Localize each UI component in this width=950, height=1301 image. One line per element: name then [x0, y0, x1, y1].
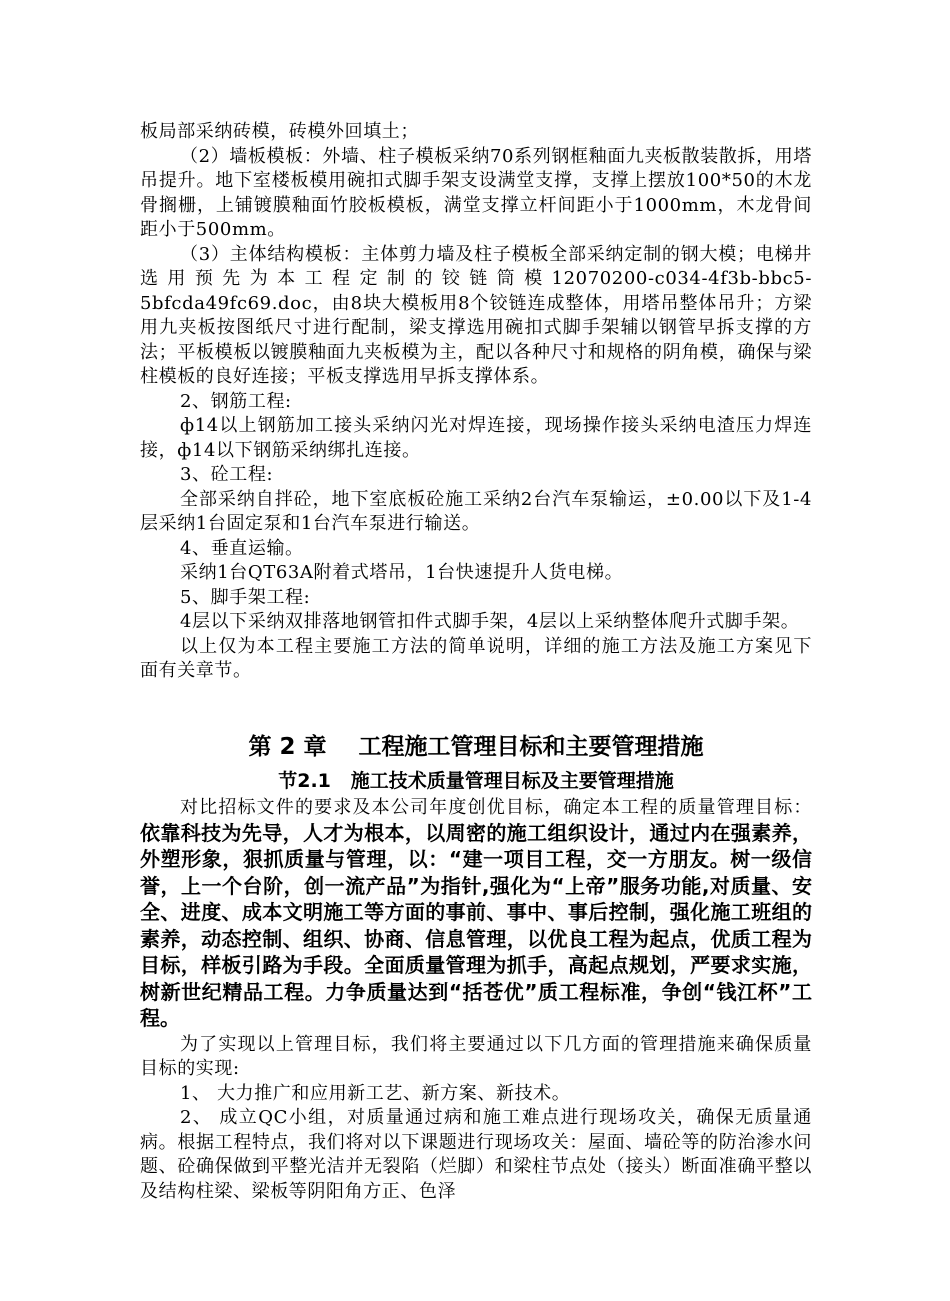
section-title: 节2.1 施工技术质量管理目标及主要管理措施	[278, 770, 674, 792]
paragraph: 2、钢筋工程:	[180, 390, 292, 412]
quality-goal-paragraph	[140, 796, 812, 1033]
paragraph: 以上仅为本工程主要施工方法的简单说明，详细的施工方法及施工方案见下面有关章节。	[140, 635, 812, 681]
paragraph: 5、脚手架工程:	[180, 586, 311, 608]
paragraph: 板局部采纳砖模，砖模外回填土；	[140, 121, 419, 142]
body-text-quality	[140, 796, 812, 1204]
paragraph: ф14以上钢筋加工接头采纳闪光对焊连接，现场操作接头采纳电渣压力焊连接，ф14以下钢筋采纳绑扎连接。	[140, 415, 812, 461]
paragraph: 为了实现以上管理目标，我们将主要通过以下几方面的管理措施来确保质量目标的实现:	[140, 1033, 812, 1079]
paragraph: （2）墙板模板：外墙、柱子模板采纳70系列钢框釉面九夹板散装散拆，用塔吊提升。地下室楼板模用碗扣式脚手架支设满堂支撑，支撑上摆放100*50的木龙骨搁栅，上铺镀膜釉面竹胶板模板，满堂支撑立杆间距小于1000mm，木龙骨间距小于500mm。	[140, 145, 812, 240]
paragraph: 4层以下采纳双排落地钢管扣件式脚手架，4层以上采纳整体爬升式脚手架。	[180, 611, 800, 632]
quality-goal: 依靠科技为先导，人才为根本，以周密的施工组织设计，通过内在强素养，外塑形象，狠抓质量与管理，以：“建一项目工程，交一方朋友。树一级信誉，上一个台阶，创一流产品”为指针,强化为“上帝”服务功能,对质量、安全、进度、成本文明施工等方面的事前、事中、事后控制，强化施工班组的素养，动态控制、组织、协商、信息管理，以优良工程为起点，优质工程为目标，样板引路为手段。全面质量管理为抓手，高起点规划，严要求实施，树新世纪精品工程。力争质量达到“括苍优”质工程标准，争创“钱江杯”工程。	[140, 820, 812, 1030]
paragraph: 3、砼工程:	[180, 464, 274, 485]
quality-intro: 对比招标文件的要求及本公司年度创优目标，确定本工程的质量管理目标：	[180, 797, 812, 818]
paragraph: 4、垂直运输。	[180, 537, 304, 559]
paragraph: 采纳1台QT63A附着式塔吊，1台快速提升人货电梯。	[180, 562, 624, 583]
chapter-title: 第 2 章 工程施工管理目标和主要管理措施	[248, 734, 704, 760]
list-item: 1、 大力推广和应用新工艺、新方案、新技术。	[180, 1082, 571, 1104]
paragraph: 全部采纳自拌砼，地下室底板砼施工采纳2台汽车泵输运，±0.00以下及1-4层采纳1台固定泵和1台汽车泵进行输送。	[140, 488, 812, 534]
body-text-top	[140, 120, 812, 684]
list-item: 2、 成立QC小组，对质量通过病和施工难点进行现场攻关，确保无质量通病。根据工程特点，我们将对以下课题进行现场攻关：屋面、墙砼等的防治渗水问题、砼确保做到平整光洁并无裂陷（烂脚）和梁柱节点处（接头）断面准确平整以及结构柱梁、梁板等阴阳角方正、色泽	[140, 1107, 812, 1202]
paragraph: （3）主体结构模板：主体剪力墙及柱子模板全部采纳定制的钢大模；电梯井选用预先为本工程定制的铰链筒模12070200-c034-4f3b-bbc5-5bfcda49fc69.doc，由8块大模板用8个铰链连成整体，用塔吊整体吊升；方梁用九夹板按图纸尺寸进行配制，梁支撑选用碗扣式脚手架辅以钢管早拆支撑的方法；平板模板以镀膜釉面九夹板模为主，配以各种尺寸和规格的阴角模，确保与梁柱模板的良好连接；平板支撑选用早拆支撑体系。	[140, 243, 812, 387]
